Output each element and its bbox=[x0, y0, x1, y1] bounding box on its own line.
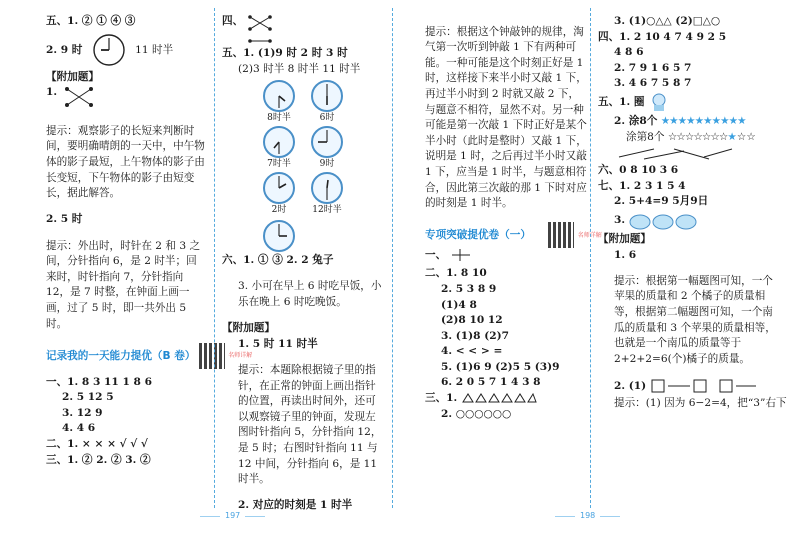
qr-label: 名师详解 bbox=[228, 352, 253, 360]
answer-line: 二、1. 8 10 bbox=[425, 267, 487, 280]
line-match-icon bbox=[247, 14, 273, 44]
question-number: 五、1. 圈 bbox=[598, 95, 645, 108]
section-title: 记录我的一天能力提优（B 卷） bbox=[46, 349, 196, 362]
answer-line: 2. ○○○○○○ bbox=[441, 408, 512, 421]
answer-line: 1. 5 时 11 时半 bbox=[238, 337, 318, 350]
triangle-row-icon bbox=[461, 393, 537, 403]
clock-icon bbox=[262, 79, 296, 113]
section-title: 专项突破提优卷（一） bbox=[425, 229, 531, 242]
line-segments-icon bbox=[614, 145, 734, 163]
question-number: 一、 bbox=[425, 249, 447, 262]
answer-line: 5. (1)6 9 (2)5 5 (3)9 bbox=[441, 360, 560, 373]
footer-rule bbox=[245, 516, 265, 517]
clock-caption: 2时 bbox=[271, 205, 287, 216]
question-number: 三、1. bbox=[425, 392, 458, 405]
answer-line: 六、1. ① ③ 2. 2 兔子 bbox=[222, 254, 334, 267]
star-icon: ★★★★★★★★★★ bbox=[660, 114, 746, 127]
column-1 bbox=[46, 14, 253, 468]
question-number: 四、 bbox=[222, 15, 244, 27]
footer-rule bbox=[600, 516, 620, 517]
column-4 bbox=[598, 14, 787, 411]
qr-label: 名师详解 bbox=[577, 231, 602, 239]
clock-caption: 9时 bbox=[319, 159, 335, 170]
star-icon: ☆☆☆☆☆☆☆ bbox=[667, 130, 728, 143]
answer-line: 六、0 8 10 3 6 bbox=[598, 164, 679, 177]
answer-line: 6. 2 0 5 7 1 4 3 8 bbox=[441, 376, 541, 389]
answer-line: 二、1. × × × √ √ √ bbox=[46, 438, 148, 451]
answer-line: (2)3 时半 8 时半 11 时半 bbox=[238, 62, 361, 75]
answer-line: 2. 9 时 bbox=[46, 43, 83, 56]
column-divider bbox=[392, 8, 393, 508]
answer-line: 4 8 6 bbox=[614, 46, 644, 59]
answer-line: 涂第8个 bbox=[626, 130, 665, 143]
column-3 bbox=[425, 14, 602, 423]
cartoon-figure-icon bbox=[648, 92, 670, 112]
answer-line: 2. 5+4=9 5月9日 bbox=[614, 195, 709, 208]
answer-line: 3. (1)○△△ (2)□△○ bbox=[614, 15, 721, 27]
answer-line: 3. 4 6 7 5 8 7 bbox=[614, 77, 692, 90]
clock-icon bbox=[310, 125, 344, 159]
answer-line: 三、1. ② 2. ② 3. ② bbox=[46, 453, 151, 466]
section-heading: 【附加题】 bbox=[598, 232, 651, 245]
clock-caption: 6时 bbox=[319, 113, 335, 124]
line-match-icon bbox=[64, 85, 94, 109]
answer-line: 4. < < > = bbox=[441, 345, 503, 358]
clock-icon bbox=[262, 219, 296, 253]
section-heading: 【附加题】 bbox=[46, 70, 99, 83]
answer-line: (1)4 8 bbox=[441, 298, 477, 311]
hint-paragraph: 提示：(1) 因为 6−2=4，把“3”右下 bbox=[614, 396, 787, 409]
answer-line: 2. 7 9 1 6 5 7 bbox=[614, 61, 692, 74]
answer-line: 一、1. 8 3 11 1 8 6 bbox=[46, 375, 152, 388]
star-icon: ☆☆ bbox=[736, 130, 756, 143]
footer-rule bbox=[200, 516, 220, 517]
question-number: 1. bbox=[46, 86, 58, 99]
clock-icon bbox=[92, 33, 126, 67]
star-icon: ★ bbox=[727, 130, 737, 143]
page-number: 198 bbox=[580, 511, 596, 520]
clock-icon bbox=[262, 125, 296, 159]
clock-grid bbox=[222, 79, 382, 253]
number-shape-icon bbox=[650, 378, 760, 394]
section-heading: 【附加题】 bbox=[222, 322, 275, 335]
hint-paragraph: 提示：观察影子的长短来判断时间，要明确晴朗的一天中，中午物体的影子最短，上午物体的影子由长变短，下午物体的影子由短变长，据此解答。 bbox=[46, 124, 205, 200]
tree-diagram-icon bbox=[450, 248, 472, 262]
clock-icon bbox=[310, 171, 344, 205]
page-number: 197 bbox=[225, 511, 241, 520]
hint-paragraph: 提示：本题除根据镜子里的指针，在正常的钟面上画出指针的位置，再读出时间外，还可以观察镜子里的钟面，发现左图时针指向 5，分针指向 12，是 5 时；右图时针指向 11 与 12 中间，分针指向 6，是 11 时半。 bbox=[238, 363, 382, 486]
answer-line: (2)8 10 12 bbox=[441, 314, 503, 327]
answer-line: 七、1. 2 3 1 5 4 bbox=[598, 179, 686, 192]
answer-line: 2. 5 时 bbox=[46, 213, 83, 226]
qr-code-icon bbox=[199, 343, 225, 369]
question-number: 3. bbox=[614, 213, 626, 226]
column-2 bbox=[222, 14, 382, 514]
answer-line: 11 时半 bbox=[135, 43, 174, 56]
answer-line: 五、1. ② ① ④ ③ bbox=[46, 15, 136, 27]
answer-line: 1. 6 bbox=[614, 248, 637, 261]
question-number: 2. (1) bbox=[614, 379, 647, 392]
clock-caption: 7时半 bbox=[267, 159, 291, 170]
clock-caption: 12时半 bbox=[312, 205, 342, 216]
footer-rule bbox=[555, 516, 575, 517]
answer-line: 3. 小可在早上 6 时吃早饭，小乐在晚上 6 时吃晚饭。 bbox=[238, 280, 382, 308]
answer-line: 四、1. 2 10 4 7 4 9 2 5 bbox=[598, 30, 727, 43]
answer-line: 4. 4 6 bbox=[62, 422, 96, 435]
clock-icon bbox=[310, 79, 344, 113]
qr-code-icon bbox=[548, 222, 574, 248]
answer-line: 2. 涂8个 bbox=[614, 114, 658, 127]
clock-icon bbox=[262, 171, 296, 205]
hint-paragraph: 提示：根据这个钟敲钟的规律，淘气第一次听到钟敲 1 下有两种可能。一种可能是这个时刻正好是 1 时，这样接下来半小时又敲 1 下，再过半小时到 2 时就又敲 2 下，与题意不相符，显然不对。另一种可能是第一次敲 1 下时正好是某个半小时（此时是整时）又敲 1 下，说明是 1 时，之后再过半小时又敲 1 下，应当是 1 时半，与题意相符合，因此第三次敲的那 1 下时对应的时刻是 1 时半。 bbox=[425, 25, 587, 210]
answer-line: 3. (1)8 (2)7 bbox=[441, 329, 509, 342]
column-divider bbox=[214, 8, 215, 508]
hint-paragraph: 提示：根据第一幅题图可知，一个苹果的质量和 2 个橘子的质量相等，根据第二幅题图可知，一个南瓜的质量和 3 个苹果的质量相等，也就是一个南瓜的质量等于 2+2+2=6(个)橘子的质量。 bbox=[614, 274, 776, 365]
answer-line: 3. 12 9 bbox=[62, 406, 103, 419]
clock-caption: 8时半 bbox=[267, 113, 291, 124]
hint-paragraph: 提示：外出时，时针在 2 和 3 之间，分针指向 6，是 2 时半；回来时，时针指向 7，分针指向 12，是 7 时整，在钟面上画一画，过了 5 时，即一共外出 5 时。 bbox=[46, 239, 201, 330]
answer-line: 2. 5 3 8 9 bbox=[441, 282, 497, 295]
column-divider bbox=[590, 8, 591, 508]
answer-line: 五、1. (1)9 时 2 时 3 时 bbox=[222, 47, 348, 59]
answer-line: 2. 5 12 5 bbox=[62, 391, 114, 404]
ball-pile-icon bbox=[628, 210, 698, 230]
answer-line: 2. 对应的时刻是 1 时半 bbox=[238, 499, 353, 512]
